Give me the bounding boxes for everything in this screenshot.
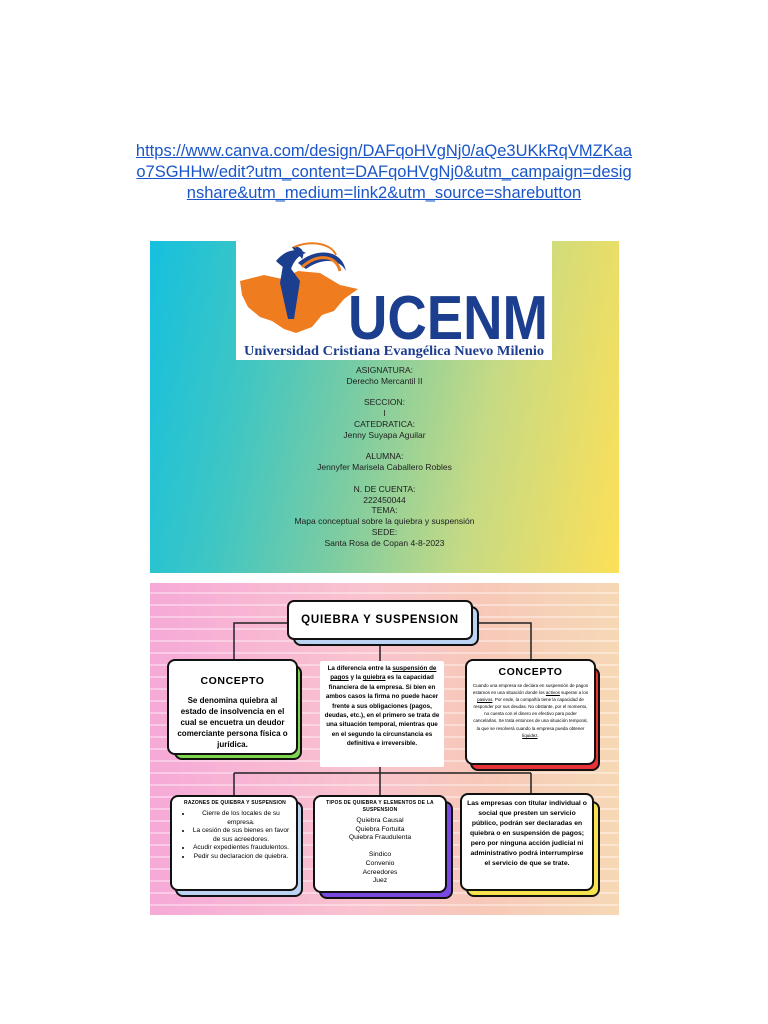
title-box bbox=[287, 600, 473, 640]
canva-link-line-2[interactable]: o7SGHHw/edit?utm_content=DAFqoHVgNj0&utm_campaign=desig bbox=[136, 163, 632, 181]
logo-subtitle: Universidad Cristiana Evangélica Nuevo Milenio bbox=[244, 344, 544, 359]
canva-link-line-3[interactable]: nshare&utm_medium=link2&utm_source=sharebutton bbox=[186, 184, 582, 202]
cover-details bbox=[150, 365, 619, 549]
seccion-label: SECCION: bbox=[363, 397, 406, 408]
map-title: QUIEBRA Y SUSPENSION bbox=[301, 614, 459, 626]
tipos-item: Convenio bbox=[365, 859, 395, 867]
canva-link-line-1[interactable]: https://www.canva.com/design/DAFqoHVgNj0/aQe3UKkRqVMZKaa bbox=[135, 142, 633, 160]
ucenm-logo-graphic bbox=[236, 241, 552, 360]
razones-box bbox=[170, 795, 298, 891]
left-concept-box bbox=[167, 659, 298, 755]
tipos-spacer bbox=[319, 843, 441, 852]
difference-box bbox=[320, 661, 444, 767]
razones-item: • Pedir su declaracion de quiebra. bbox=[192, 853, 290, 862]
tipos-item: Juez bbox=[372, 877, 388, 885]
asignatura-label: ASIGNATURA: bbox=[356, 365, 413, 375]
catedratica-label: CATEDRATICA: bbox=[353, 418, 416, 429]
left-concept-heading: CONCEPTO bbox=[200, 675, 265, 687]
razones-heading: RAZONES DE QUIEBRA Y SUSPENSION bbox=[184, 800, 286, 806]
razones-item: • Acudir expedientes fraudulentos. bbox=[192, 844, 290, 853]
tipos-box bbox=[313, 795, 447, 893]
logo-name: UCENM bbox=[348, 284, 548, 353]
sede-value: Santa Rosa de Copan 4-8-2023 bbox=[324, 537, 445, 548]
ucenm-logo bbox=[236, 241, 552, 360]
empresas-box bbox=[460, 793, 594, 891]
concept-map-slide bbox=[150, 583, 619, 915]
tipos-item: Quiebra Fraudulenta bbox=[348, 834, 412, 842]
tipos-item: Sindico bbox=[368, 851, 392, 859]
tipos-list bbox=[319, 817, 441, 886]
tipos-heading: TIPOS DE QUIEBRA Y ELEMENTOS DE LA SUSPENSION bbox=[326, 800, 434, 813]
tipos-item: Acreedores bbox=[362, 868, 398, 876]
tema-value: Mapa conceptual sobre la quiebra y suspensión bbox=[294, 516, 475, 527]
razones-item: • Cierre de los locales de su empresa. bbox=[192, 810, 290, 827]
tipos-item: Quiebra Fortuita bbox=[355, 825, 405, 833]
cuenta-value: 222450044 bbox=[363, 494, 406, 505]
cuenta-label: N. DE CUENTA: bbox=[353, 483, 416, 494]
left-concept-text: Se denomina quiebra al estado de insolvencia en el cual se encuetra un deudor comerciante persona física o jurídica. bbox=[177, 696, 288, 749]
seccion-value: I bbox=[383, 408, 386, 419]
empresas-text: Las empresas con titular individual o social que presten un servicio público, podrán ser declaradas en quiebra o en suspensión de pagos; pero por ninguna acción judicial ni administrativo podrá interrumpirse el servicio de que se trate. bbox=[467, 800, 587, 867]
razones-item: • La cesión de sus bienes en favor de sus acreedores. bbox=[192, 827, 290, 844]
alumna-label: ALUMNA: bbox=[365, 451, 404, 462]
tema-label: TEMA: bbox=[371, 505, 398, 516]
difference-text: La diferencia entre la suspensión de pagos y la quiebra es la capacidad financiera de la empresa. Si bien en ambos casos la firma no puede hacer frente a sus obligaciones (pagos, deudas, etc.), en el primero se trata de una situación temporal, mientras que en el segundo la circunstancia es definitiva e irreversible. bbox=[324, 665, 440, 748]
canva-link[interactable] bbox=[100, 141, 668, 204]
right-concept-text: Cuando una empresa se declara en suspensión de pagos estamos en una situación donde los activos superan a los pasivos. Por ende, la compañía tiene la capacidad de responder por sus deudas. No obstante, por el momento, no cuenta con el dinero en efectivo para poder cancelarlas. Se trata entonces de una situación temporal, la que se resolverá cuando la empresa pueda obtener liquidez. bbox=[472, 683, 589, 738]
tipos-item: Quiebra Causal bbox=[356, 817, 404, 824]
right-concept-box bbox=[465, 659, 596, 765]
alumna-value: Jennyfer Marisela Caballero Robles bbox=[317, 462, 452, 473]
asignatura-value: Derecho Mercantil II bbox=[346, 375, 423, 386]
catedratica-value: Jenny Suyapa Aguilar bbox=[343, 429, 426, 440]
cover-slide bbox=[150, 241, 619, 573]
right-concept-heading: CONCEPTO bbox=[498, 666, 563, 678]
razones-list bbox=[180, 810, 290, 862]
sede-label: SEDE: bbox=[371, 526, 398, 537]
